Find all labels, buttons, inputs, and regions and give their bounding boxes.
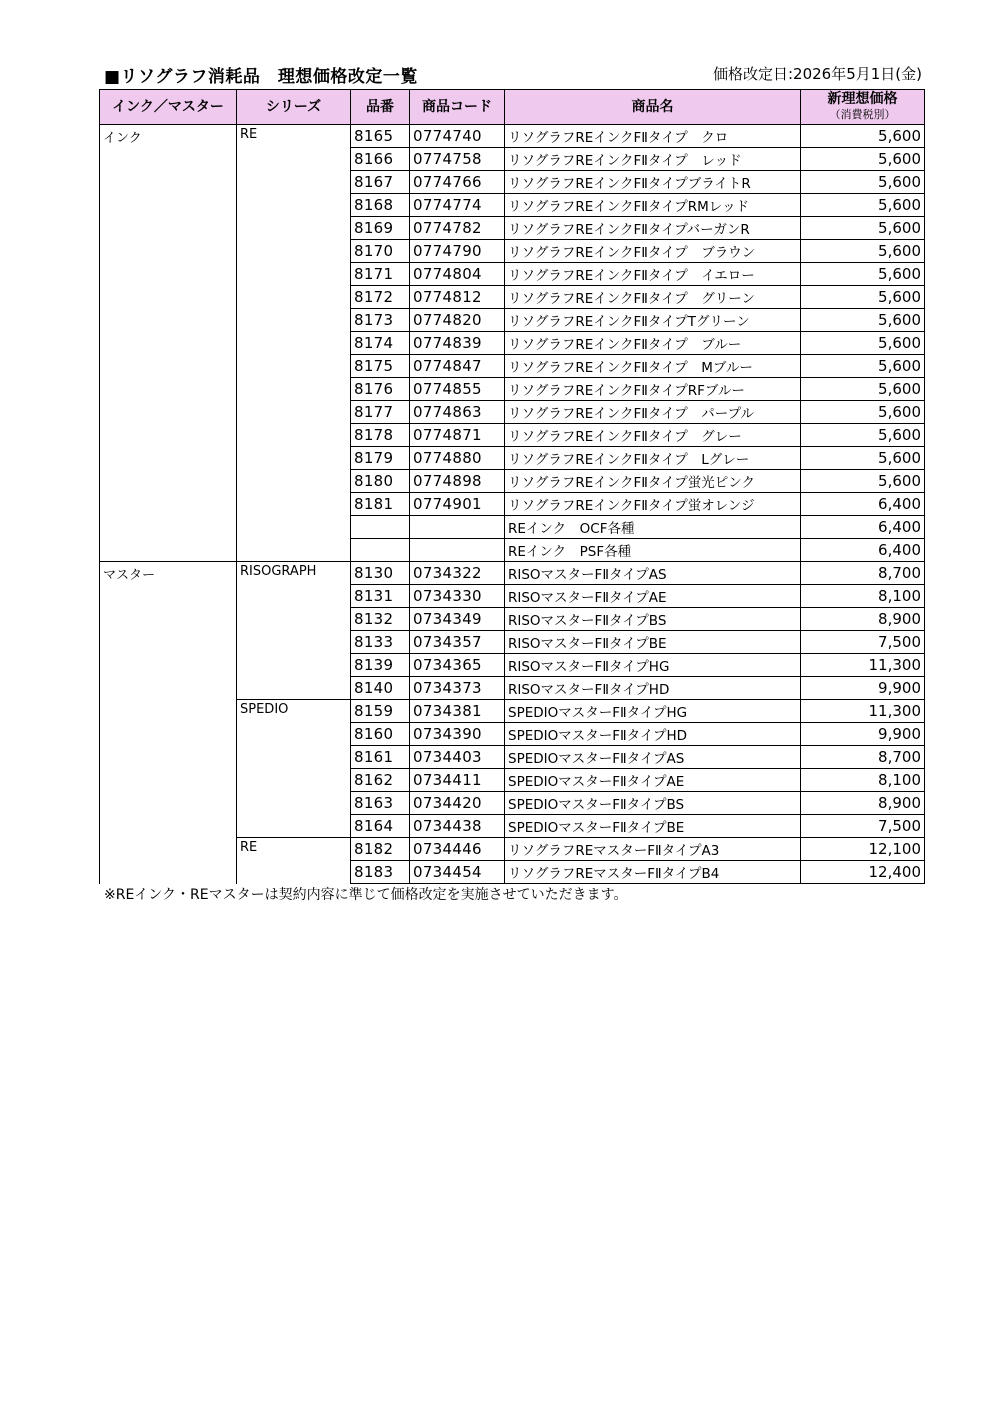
code-cell: 0734349 — [410, 608, 505, 631]
number-cell: 8168 — [351, 194, 410, 217]
code-cell: 0734390 — [410, 723, 505, 746]
code-cell: 0734322 — [410, 562, 505, 585]
price-cell: 5,600 — [801, 355, 925, 378]
number-cell: 8130 — [351, 562, 410, 585]
number-cell: 8180 — [351, 470, 410, 493]
number-cell — [351, 516, 410, 539]
number-cell — [351, 539, 410, 562]
price-cell: 6,400 — [801, 493, 925, 516]
series-cell: RISOGRAPH — [237, 562, 351, 700]
number-cell: 8166 — [351, 148, 410, 171]
number-cell: 8176 — [351, 378, 410, 401]
number-cell: 8169 — [351, 217, 410, 240]
name-cell: リソグラフREインクFⅡタイプ パープル — [505, 401, 801, 424]
name-cell: リソグラフREインクFⅡタイプバーガンR — [505, 217, 801, 240]
code-cell: 0774804 — [410, 263, 505, 286]
price-cell: 5,600 — [801, 378, 925, 401]
name-cell: リソグラフREインクFⅡタイプ Mブルー — [505, 355, 801, 378]
price-cell: 8,100 — [801, 585, 925, 608]
number-cell: 8177 — [351, 401, 410, 424]
code-cell: 0774901 — [410, 493, 505, 516]
header-name: 商品名 — [505, 90, 801, 125]
number-cell: 8178 — [351, 424, 410, 447]
name-cell: リソグラフREインクFⅡタイプ蛍オレンジ — [505, 493, 801, 516]
name-cell: SPEDIOマスターFⅡタイプBE — [505, 815, 801, 838]
number-cell: 8140 — [351, 677, 410, 700]
code-cell: 0734411 — [410, 769, 505, 792]
number-cell: 8171 — [351, 263, 410, 286]
code-cell: 0734403 — [410, 746, 505, 769]
number-cell: 8133 — [351, 631, 410, 654]
name-cell: SPEDIOマスターFⅡタイプHG — [505, 700, 801, 723]
page-title: ■リソグラフ消耗品 理想価格改定一覧 — [104, 67, 418, 87]
number-cell: 8139 — [351, 654, 410, 677]
price-table — [99, 89, 925, 884]
footnote: ※REインク・REマスターは契約内容に準じて価格改定を実施させていただきます。 — [104, 887, 628, 903]
code-cell: 0774871 — [410, 424, 505, 447]
price-cell: 5,600 — [801, 286, 925, 309]
number-cell: 8174 — [351, 332, 410, 355]
number-cell: 8132 — [351, 608, 410, 631]
price-cell: 6,400 — [801, 539, 925, 562]
code-cell: 0734373 — [410, 677, 505, 700]
name-cell: RISOマスターFⅡタイプBE — [505, 631, 801, 654]
price-cell: 5,600 — [801, 240, 925, 263]
name-cell: RISOマスターFⅡタイプAS — [505, 562, 801, 585]
price-cell: 8,700 — [801, 562, 925, 585]
number-cell: 8179 — [351, 447, 410, 470]
code-cell: 0734381 — [410, 700, 505, 723]
number-cell: 8164 — [351, 815, 410, 838]
number-cell: 8175 — [351, 355, 410, 378]
series-cell: SPEDIO — [237, 700, 351, 838]
table-row — [100, 125, 925, 148]
code-cell: 0734454 — [410, 861, 505, 884]
name-cell: リソグラフREインクFⅡタイプ グリーン — [505, 286, 801, 309]
price-cell: 6,400 — [801, 516, 925, 539]
price-cell: 5,600 — [801, 171, 925, 194]
name-cell: リソグラフREインクFⅡタイプTグリーン — [505, 309, 801, 332]
code-cell: 0734357 — [410, 631, 505, 654]
price-cell: 11,300 — [801, 700, 925, 723]
price-cell: 5,600 — [801, 263, 925, 286]
number-cell: 8167 — [351, 171, 410, 194]
code-cell: 0774863 — [410, 401, 505, 424]
name-cell: リソグラフREインクFⅡタイプ Lグレー — [505, 447, 801, 470]
price-cell: 5,600 — [801, 332, 925, 355]
series-cell: RE — [237, 125, 351, 562]
revision-date: 価格改定日:2026年5月1日(金) — [712, 65, 922, 83]
code-cell: 0774774 — [410, 194, 505, 217]
price-cell: 8,700 — [801, 746, 925, 769]
number-cell: 8162 — [351, 769, 410, 792]
code-cell: 0774766 — [410, 171, 505, 194]
code-cell — [410, 516, 505, 539]
name-cell: REインク OCF各種 — [505, 516, 801, 539]
header-price-sub: （消費税別） — [829, 108, 896, 121]
number-cell: 8183 — [351, 861, 410, 884]
number-cell: 8170 — [351, 240, 410, 263]
name-cell: REインク PSF各種 — [505, 539, 801, 562]
name-cell: リソグラフREインクFⅡタイプ ブラウン — [505, 240, 801, 263]
code-cell: 0774898 — [410, 470, 505, 493]
price-cell: 11,300 — [801, 654, 925, 677]
price-cell: 5,600 — [801, 309, 925, 332]
price-cell: 8,900 — [801, 608, 925, 631]
number-cell: 8163 — [351, 792, 410, 815]
number-cell: 8161 — [351, 746, 410, 769]
name-cell: リソグラフREインクFⅡタイプ クロ — [505, 125, 801, 148]
name-cell: RISOマスターFⅡタイプHD — [505, 677, 801, 700]
name-cell: RISOマスターFⅡタイプBS — [505, 608, 801, 631]
name-cell: SPEDIOマスターFⅡタイプAE — [505, 769, 801, 792]
price-cell: 5,600 — [801, 470, 925, 493]
number-cell: 8159 — [351, 700, 410, 723]
number-cell: 8131 — [351, 585, 410, 608]
price-cell: 5,600 — [801, 447, 925, 470]
code-cell: 0774847 — [410, 355, 505, 378]
category-cell: マスター — [100, 562, 237, 884]
price-cell: 8,900 — [801, 792, 925, 815]
code-cell: 0734446 — [410, 838, 505, 861]
name-cell: SPEDIOマスターFⅡタイプAS — [505, 746, 801, 769]
name-cell: リソグラフREマスターFⅡタイプB4 — [505, 861, 801, 884]
price-cell: 12,400 — [801, 861, 925, 884]
number-cell: 8173 — [351, 309, 410, 332]
name-cell: SPEDIOマスターFⅡタイプHD — [505, 723, 801, 746]
name-cell: リソグラフREインクFⅡタイプ グレー — [505, 424, 801, 447]
code-cell: 0734438 — [410, 815, 505, 838]
name-cell: リソグラフREインクFⅡタイプ レッド — [505, 148, 801, 171]
number-cell: 8172 — [351, 286, 410, 309]
code-cell: 0774855 — [410, 378, 505, 401]
category-cell: インク — [100, 125, 237, 562]
header-code: 商品コード — [410, 90, 505, 125]
price-cell: 5,600 — [801, 401, 925, 424]
name-cell: リソグラフREインクFⅡタイプRMレッド — [505, 194, 801, 217]
table-row — [100, 562, 925, 585]
price-cell: 9,900 — [801, 723, 925, 746]
code-cell: 0734365 — [410, 654, 505, 677]
price-cell: 5,600 — [801, 424, 925, 447]
name-cell: リソグラフREマスターFⅡタイプA3 — [505, 838, 801, 861]
header-category: インク／マスター — [100, 90, 237, 125]
name-cell: リソグラフREインクFⅡタイプ蛍光ピンク — [505, 470, 801, 493]
code-cell: 0734330 — [410, 585, 505, 608]
code-cell: 0774740 — [410, 125, 505, 148]
price-cell: 7,500 — [801, 815, 925, 838]
code-cell — [410, 539, 505, 562]
name-cell: リソグラフREインクFⅡタイプブライトR — [505, 171, 801, 194]
price-cell: 7,500 — [801, 631, 925, 654]
name-cell: RISOマスターFⅡタイプHG — [505, 654, 801, 677]
header-series: シリーズ — [237, 90, 351, 125]
price-cell: 5,600 — [801, 148, 925, 171]
number-cell: 8181 — [351, 493, 410, 516]
price-cell: 5,600 — [801, 125, 925, 148]
price-cell: 8,100 — [801, 769, 925, 792]
name-cell: RISOマスターFⅡタイプAE — [505, 585, 801, 608]
code-cell: 0774782 — [410, 217, 505, 240]
code-cell: 0774758 — [410, 148, 505, 171]
header-price-label: 新理想価格 — [827, 91, 898, 107]
number-cell: 8160 — [351, 723, 410, 746]
number-cell: 8182 — [351, 838, 410, 861]
series-cell: RE — [237, 838, 351, 884]
number-cell: 8165 — [351, 125, 410, 148]
name-cell: リソグラフREインクFⅡタイプ イエロー — [505, 263, 801, 286]
table-header-row — [100, 90, 925, 125]
header-price — [801, 90, 925, 125]
price-cell: 9,900 — [801, 677, 925, 700]
header-number: 品番 — [351, 90, 410, 125]
name-cell: リソグラフREインクFⅡタイプRFブルー — [505, 378, 801, 401]
price-cell: 5,600 — [801, 194, 925, 217]
code-cell: 0774820 — [410, 309, 505, 332]
name-cell: リソグラフREインクFⅡタイプ ブルー — [505, 332, 801, 355]
code-cell: 0734420 — [410, 792, 505, 815]
code-cell: 0774839 — [410, 332, 505, 355]
price-cell: 12,100 — [801, 838, 925, 861]
code-cell: 0774790 — [410, 240, 505, 263]
table-body — [100, 125, 925, 884]
code-cell: 0774812 — [410, 286, 505, 309]
name-cell: SPEDIOマスターFⅡタイプBS — [505, 792, 801, 815]
price-cell: 5,600 — [801, 217, 925, 240]
code-cell: 0774880 — [410, 447, 505, 470]
